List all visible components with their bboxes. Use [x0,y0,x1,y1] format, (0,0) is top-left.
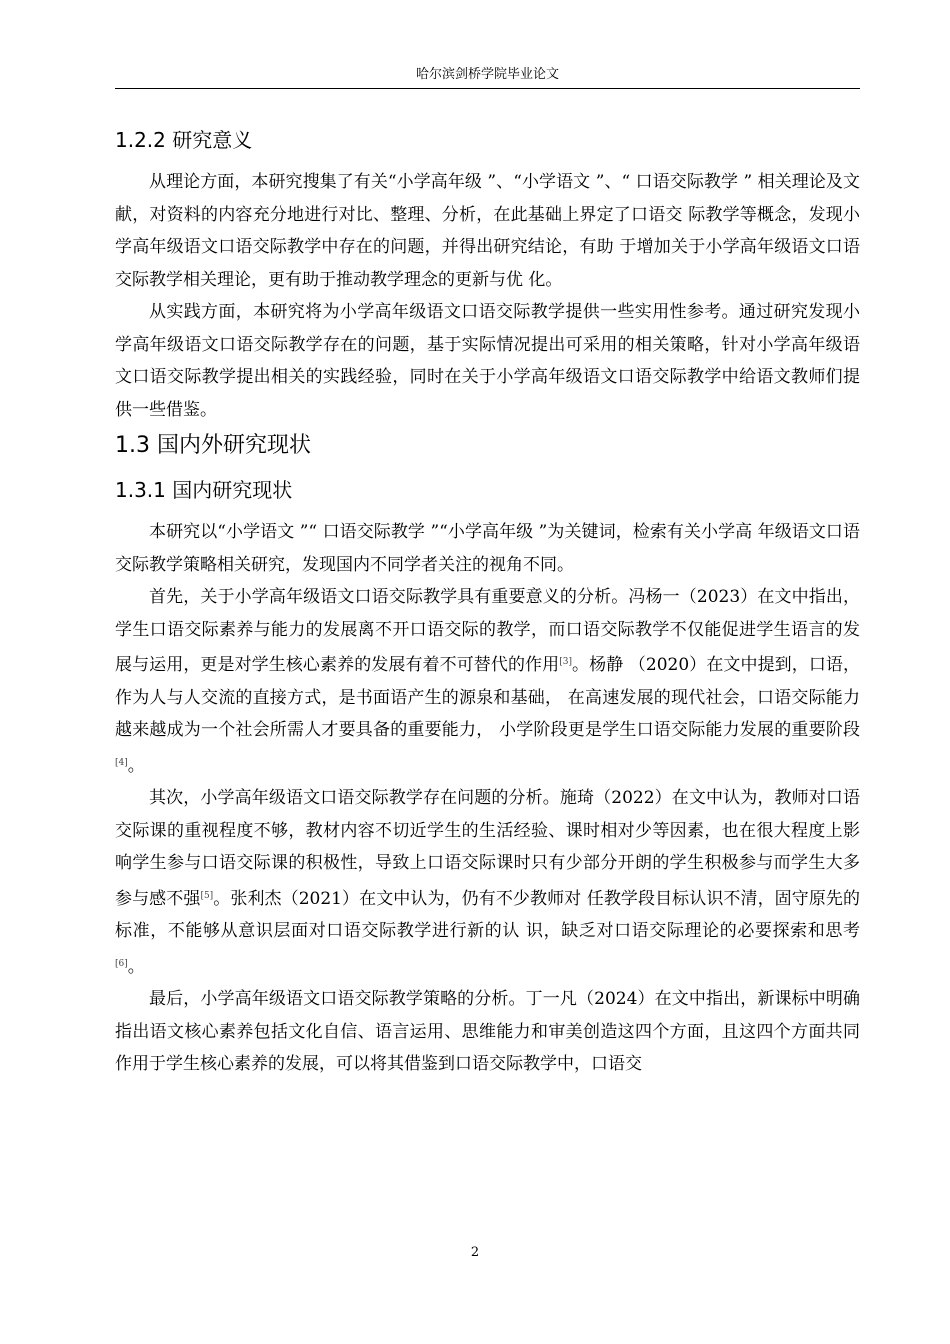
paragraph-practice: 从实践方面，本研究将为小学高年级语文口语交际教学提供一些实用性参考。通过研究发现小学高年级语文口语交际教学存在的问题，基于实际情况提出可采用的相关策略，针对小学高年级语文口语交际教学提出相关的实践经验，同时在关于小学高年级语文口语交际教学中给语文教师们提供一些借鉴。 [115,302,860,420]
heading-1-2-2: 1.2.2 研究意义 [115,128,253,152]
text-segment: 首先，关于小学高年级语文口语交际教学具有重要意义的分析。冯杨一（2023）在文中指出，学生口语交际素养与能力的发展离不开口语交际的教学，而口语交际教学不仅能促进学生语言的发展与运用，更是对学生核心素养的发展有着不可替代的作用 [115,587,860,675]
text-segment: 。 [127,755,145,776]
text-segment: 。 [127,956,145,977]
page-content [115,122,860,1081]
page-footer [0,1245,950,1260]
heading-1-3-1: 1.3.1 国内研究现状 [115,478,293,502]
page-number: 2 [470,1245,480,1260]
text-segment: 其次，小学高年级语文口语交际教学存在问题的分析。施琦（2022）在文中认为，教师对口语交际课的重视程度不够，教材内容不切近学生的生活经验、课时相对少等因素，也在很大程度上影响学生参与口语交际课的积极性，导致上口语交际课时只有少部分开朗的学生积极参与而学生大多参与感不强 [115,788,860,909]
citation-4[interactable]: [4] [115,757,128,768]
page-header [115,64,860,89]
heading-1-3: 1.3 国内外研究现状 [115,433,311,458]
paragraph-problems [115,782,860,983]
citation-6[interactable]: [6] [115,958,128,969]
paragraph-significance [115,581,860,782]
header-title: 哈尔滨剑桥学院毕业论文 [415,67,559,82]
citation-5[interactable]: [5] [200,890,214,901]
citation-3[interactable]: [3] [559,657,572,667]
paragraph-strategies: 最后，小学高年级语文口语交际教学策略的分析。丁一凡（2024）在文中指出，新课标中明确指出语文核心素养包括文化自信、语言运用、思维能力和审美创造这四个方面，且这四个方面共同作用于学生核心素养的发展，可以将其借鉴到口语交际教学中，口语交 [115,989,860,1074]
paragraph-keywords: 本研究以“小学语文 ”“ 口语交际教学 ”“小学高年级 ”为关键词，检索有关小学高 年级语文口语交际教学策略相关研究，发现国内不同学者关注的视角不同。 [115,522,860,575]
text-segment: 。张利杰（2021）在文中认为，仍有不少教师对 任教学段目标认识不清，固守原先的标准，不能够从意识层面对口语交际教学进行新的认 识，缺乏对口语交际理论的必要探索和思考 [115,888,861,941]
text-segment: 。杨静 （2020）在文中提到，口语，作为人与人交流的直接方式，是书面语产生的源泉和基础， 在高速发展的现代社会，口语交际能力越来越成为一个社会所需人才要具备的重要能力， 小学阶段更是学生口语交际能力发展的重要阶段 [115,655,860,740]
paragraph-theory: 从理论方面，本研究搜集了有关“小学高年级 ”、“小学语文 ”、“ 口语交际教学 ” 相关理论及文献，对资料的内容充分地进行对比、整理、分析，在此基础上界定了口语交 际教学等概念，发现小学高年级语文口语交际教学中存在的问题，并得出研究结论，有助 于增加关于小学高年级语文口语交际教学相关理论，更有助于推动教学理念的更新与优 化。 [115,172,860,290]
